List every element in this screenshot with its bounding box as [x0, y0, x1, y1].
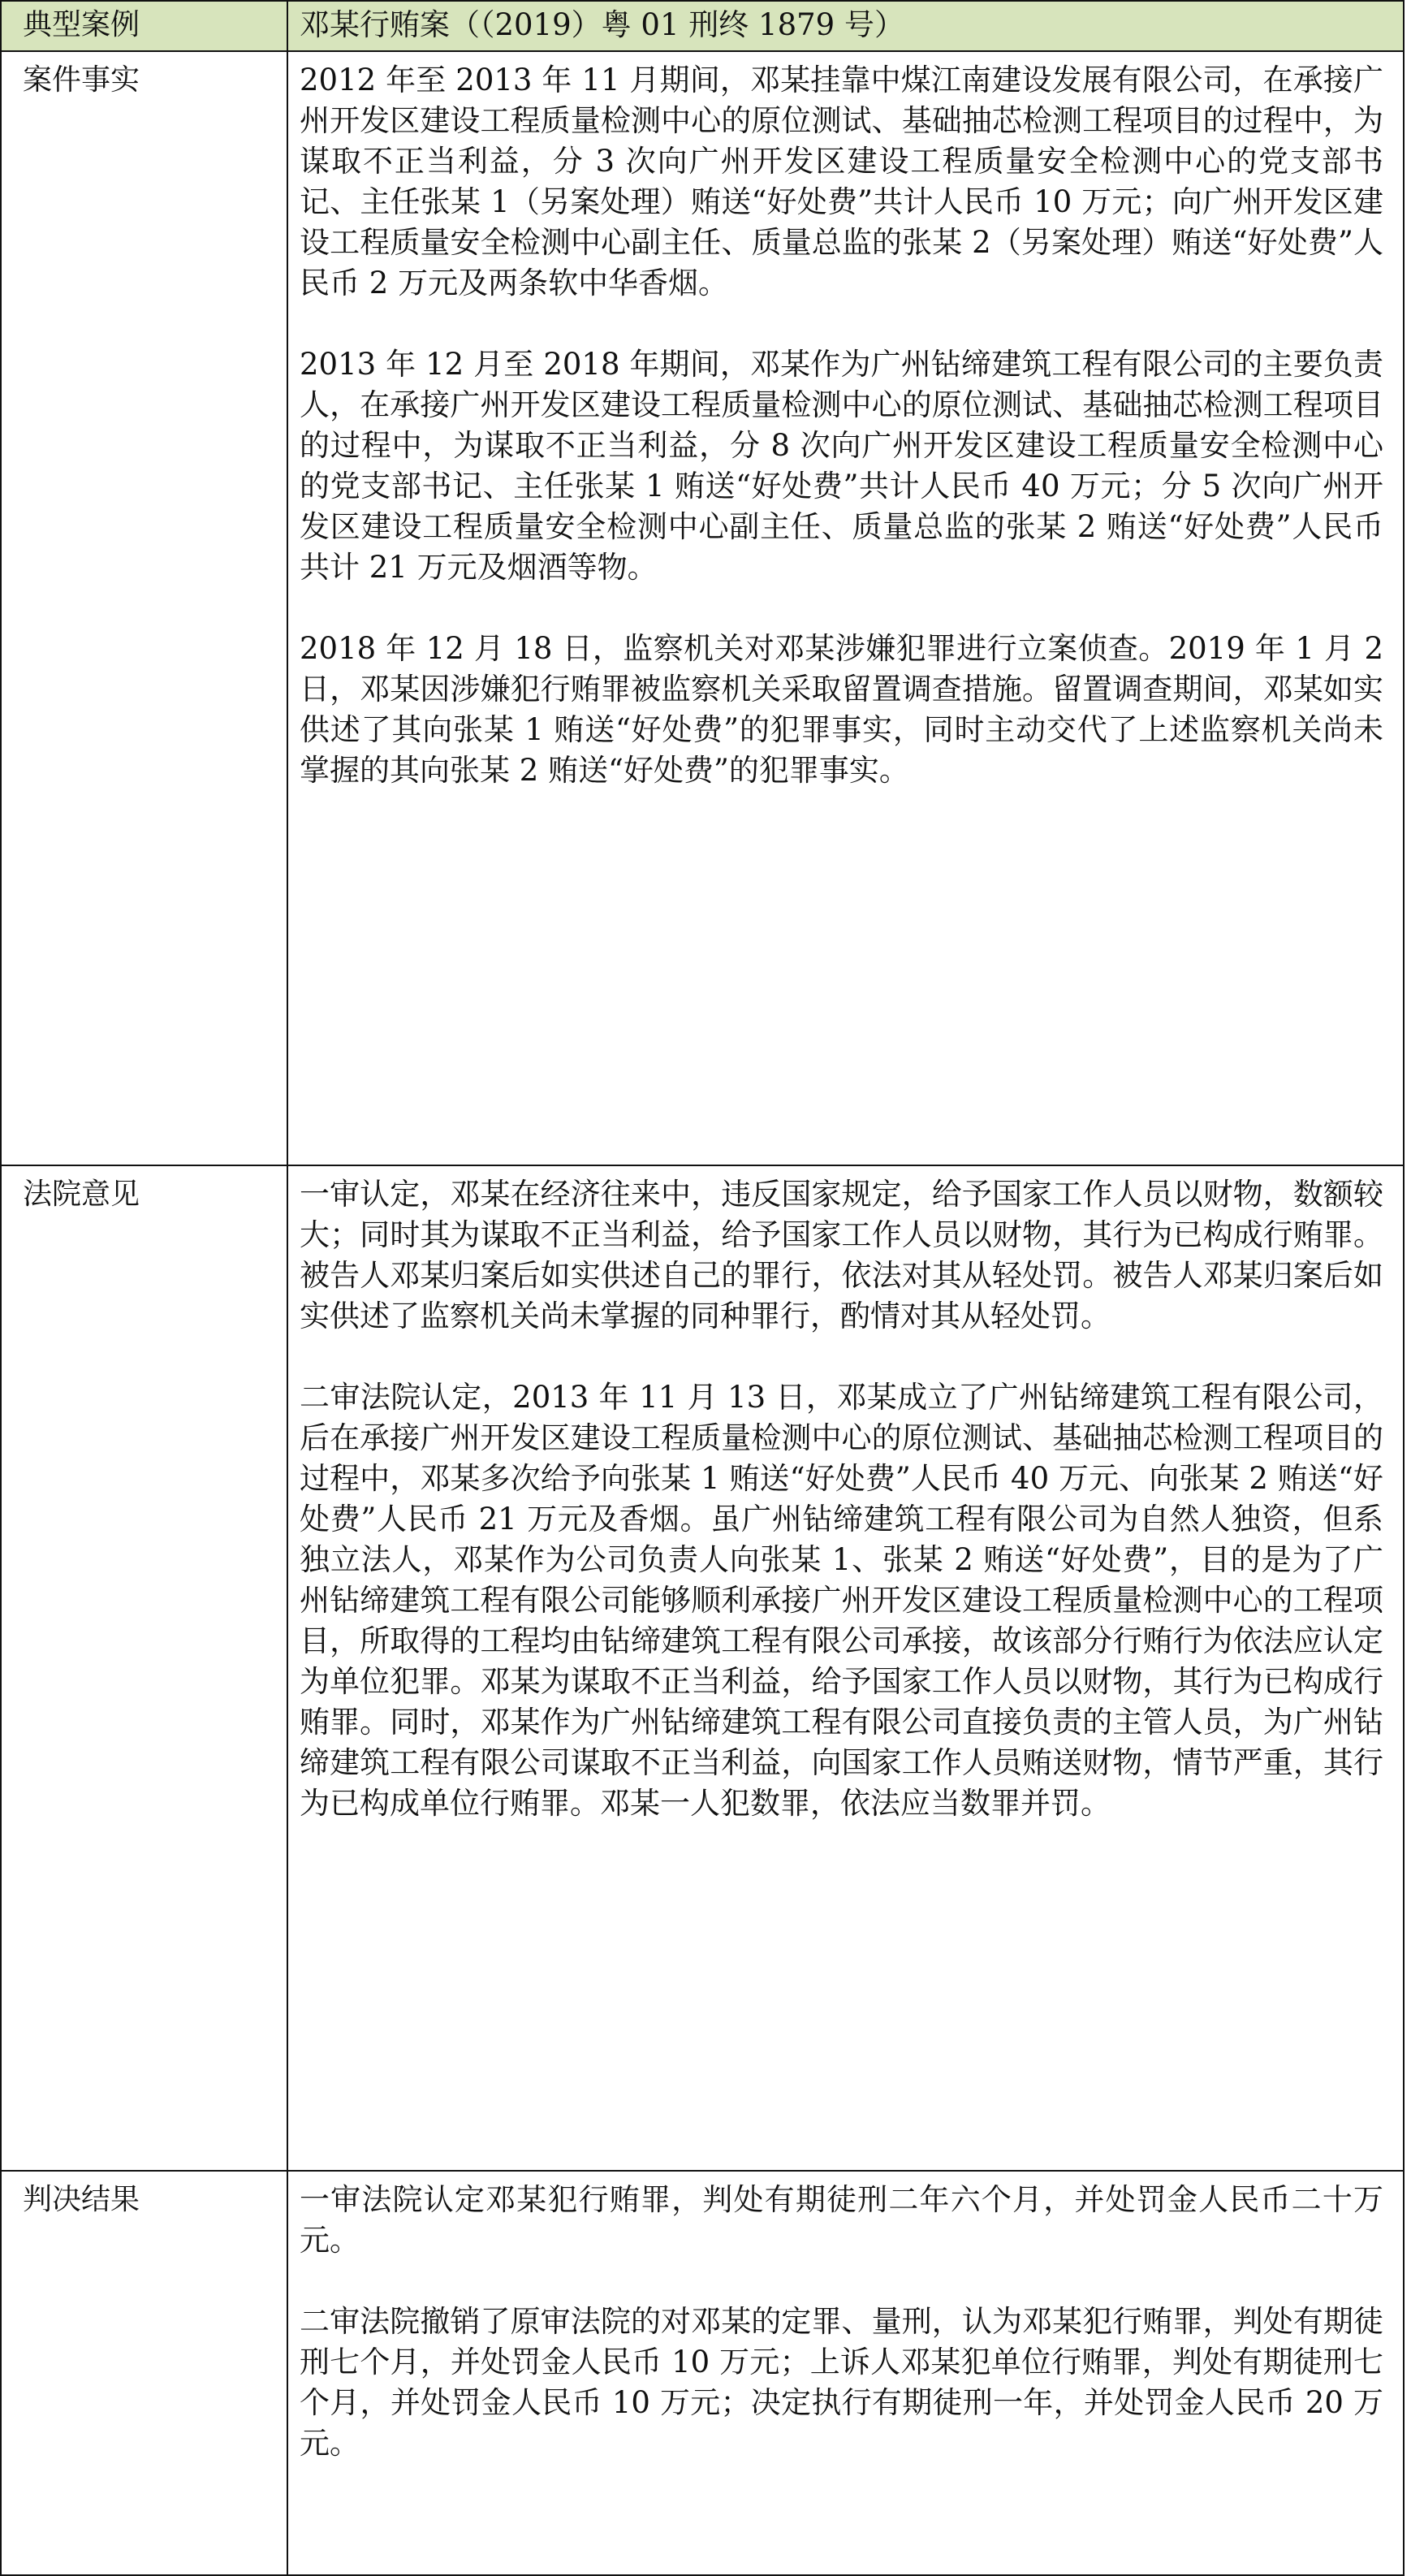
header-case-name-cell: [287, 1, 1404, 51]
row-content-cell: [287, 1165, 1404, 2171]
case-name: 邓某行贿案（（2019）粤 01 刑终 1879 号）: [300, 7, 904, 42]
table-row-court-opinion: [1, 1165, 1404, 2171]
court-opinion-paragraph: 一审认定，邓某在经济往来中，违反国家规定，给予国家工作人员以财物，数额较大；同时其为谋取不正当利益，给予国家工作人员以财物，其行为已构成行贿罪。被告人邓某归案后如实供述自己的罪行，依法对其从轻处罚。被告人邓某归案后如实供述了监察机关尚未掌握的同种罪行，酌情对其从轻处罚。: [300, 1177, 1383, 1333]
row-label-cell: [1, 1165, 287, 2171]
row-label-cell: [1, 2171, 287, 2575]
case-facts-paragraph: 2012 年至 2013 年 11 月期间，邓某挂靠中煤江南建设发展有限公司，在承接广州开发区建设工程质量检测中心的原位测试、基础抽芯检测工程项目的过程中，为谋取不正当利益，分 3 次向广州开发区建设工程质量安全检测中心的党支部书记、主任张某 1（另案处理）贿送“好处费”共计人民币 10 万元；向广州开发区建设工程质量安全检测中心副主任、质量总监的张某 2（另案处理）贿送“好处费”人民币 2 万元及两条软中华香烟。: [300, 63, 1383, 300]
judgment-result-paragraph: 二审法院撤销了原审法院的对邓某的定罪、量刑，认为邓某犯行贿罪，判处有期徒刑七个月，并处罚金人民币 10 万元；上诉人邓某犯单位行贿罪，判处有期徒刑七个月，并处罚金人民币 10 万元；决定执行有期徒刑一年，并处罚金人民币 20 万元。: [300, 2304, 1383, 2461]
judgment-result-paragraph: 一审法院认定邓某犯行贿罪，判处有期徒刑二年六个月，并处罚金人民币二十万元。: [300, 2182, 1383, 2258]
header-label: 典型案例: [23, 8, 140, 41]
table-header-row: [1, 1, 1404, 51]
table-row-judgment-result: [1, 2171, 1404, 2575]
court-opinion-paragraph: 二审法院认定，2013 年 11 月 13 日，邓某成立了广州钻缔建筑工程有限公司，后在承接广州开发区建设工程质量检测中心的原位测试、基础抽芯检测工程项目的过程中，邓某多次给予向张某 1 贿送“好处费”人民币 40 万元、向张某 2 贿送“好处费”人民币 21 万元及香烟。虽广州钻缔建筑工程有限公司为自然人独资，但系独立法人，邓某作为公司负责人向张某 1、张某 2 贿送“好处费”，目的是为了广州钻缔建筑工程有限公司能够顺利承接广州开发区建设工程质量检测中心的工程项目，所取得的工程均由钻缔建筑工程有限公司承接，故该部分行贿行为依法应认定为单位犯罪。邓某为谋取不正当利益，给予国家工作人员以财物，其行为已构成行贿罪。同时，邓某作为广州钻缔建筑工程有限公司直接负责的主管人员，为广州钻缔建筑工程有限公司谋取不正当利益，向国家工作人员贿送财物，情节严重，其行为已构成单位行贿罪。邓某一人犯数罪，依法应当数罪并罚。: [300, 1380, 1383, 1821]
row-label-case-facts: 案件事实: [23, 63, 140, 97]
table-row-case-facts: [1, 51, 1404, 1165]
header-label-cell: [1, 1, 287, 51]
row-content-cell: [287, 51, 1404, 1165]
case-facts-paragraph: 2013 年 12 月至 2018 年期间，邓某作为广州钻缔建筑工程有限公司的主要负责人，在承接广州开发区建设工程质量检测中心的原位测试、基础抽芯检测工程项目的过程中，为谋取不正当利益，分 8 次向广州开发区建设工程质量安全检测中心的党支部书记、主任张某 1 贿送“好处费”共计人民币 40 万元；分 5 次向广州开发区建设工程质量安全检测中心副主任、质量总监的张某 2 贿送“好处费”人民币共计 21 万元及烟酒等物。: [300, 347, 1383, 585]
case-facts-paragraph: 2018 年 12 月 18 日，监察机关对邓某涉嫌犯罪进行立案侦查。2019 年 1 月 2 日，邓某因涉嫌犯行贿罪被监察机关采取留置调查措施。留置调查期间，邓某如实供述了其向张某 1 贿送“好处费”的犯罪事实，同时主动交代了上述监察机关尚未掌握的其向张某 2 贿送“好处费”的犯罪事实。: [300, 631, 1383, 788]
row-label-court-opinion: 法院意见: [23, 1178, 140, 1211]
row-label-judgment-result: 判决结果: [23, 2183, 140, 2216]
row-content-cell: [287, 2171, 1404, 2575]
row-label-cell: [1, 51, 287, 1165]
